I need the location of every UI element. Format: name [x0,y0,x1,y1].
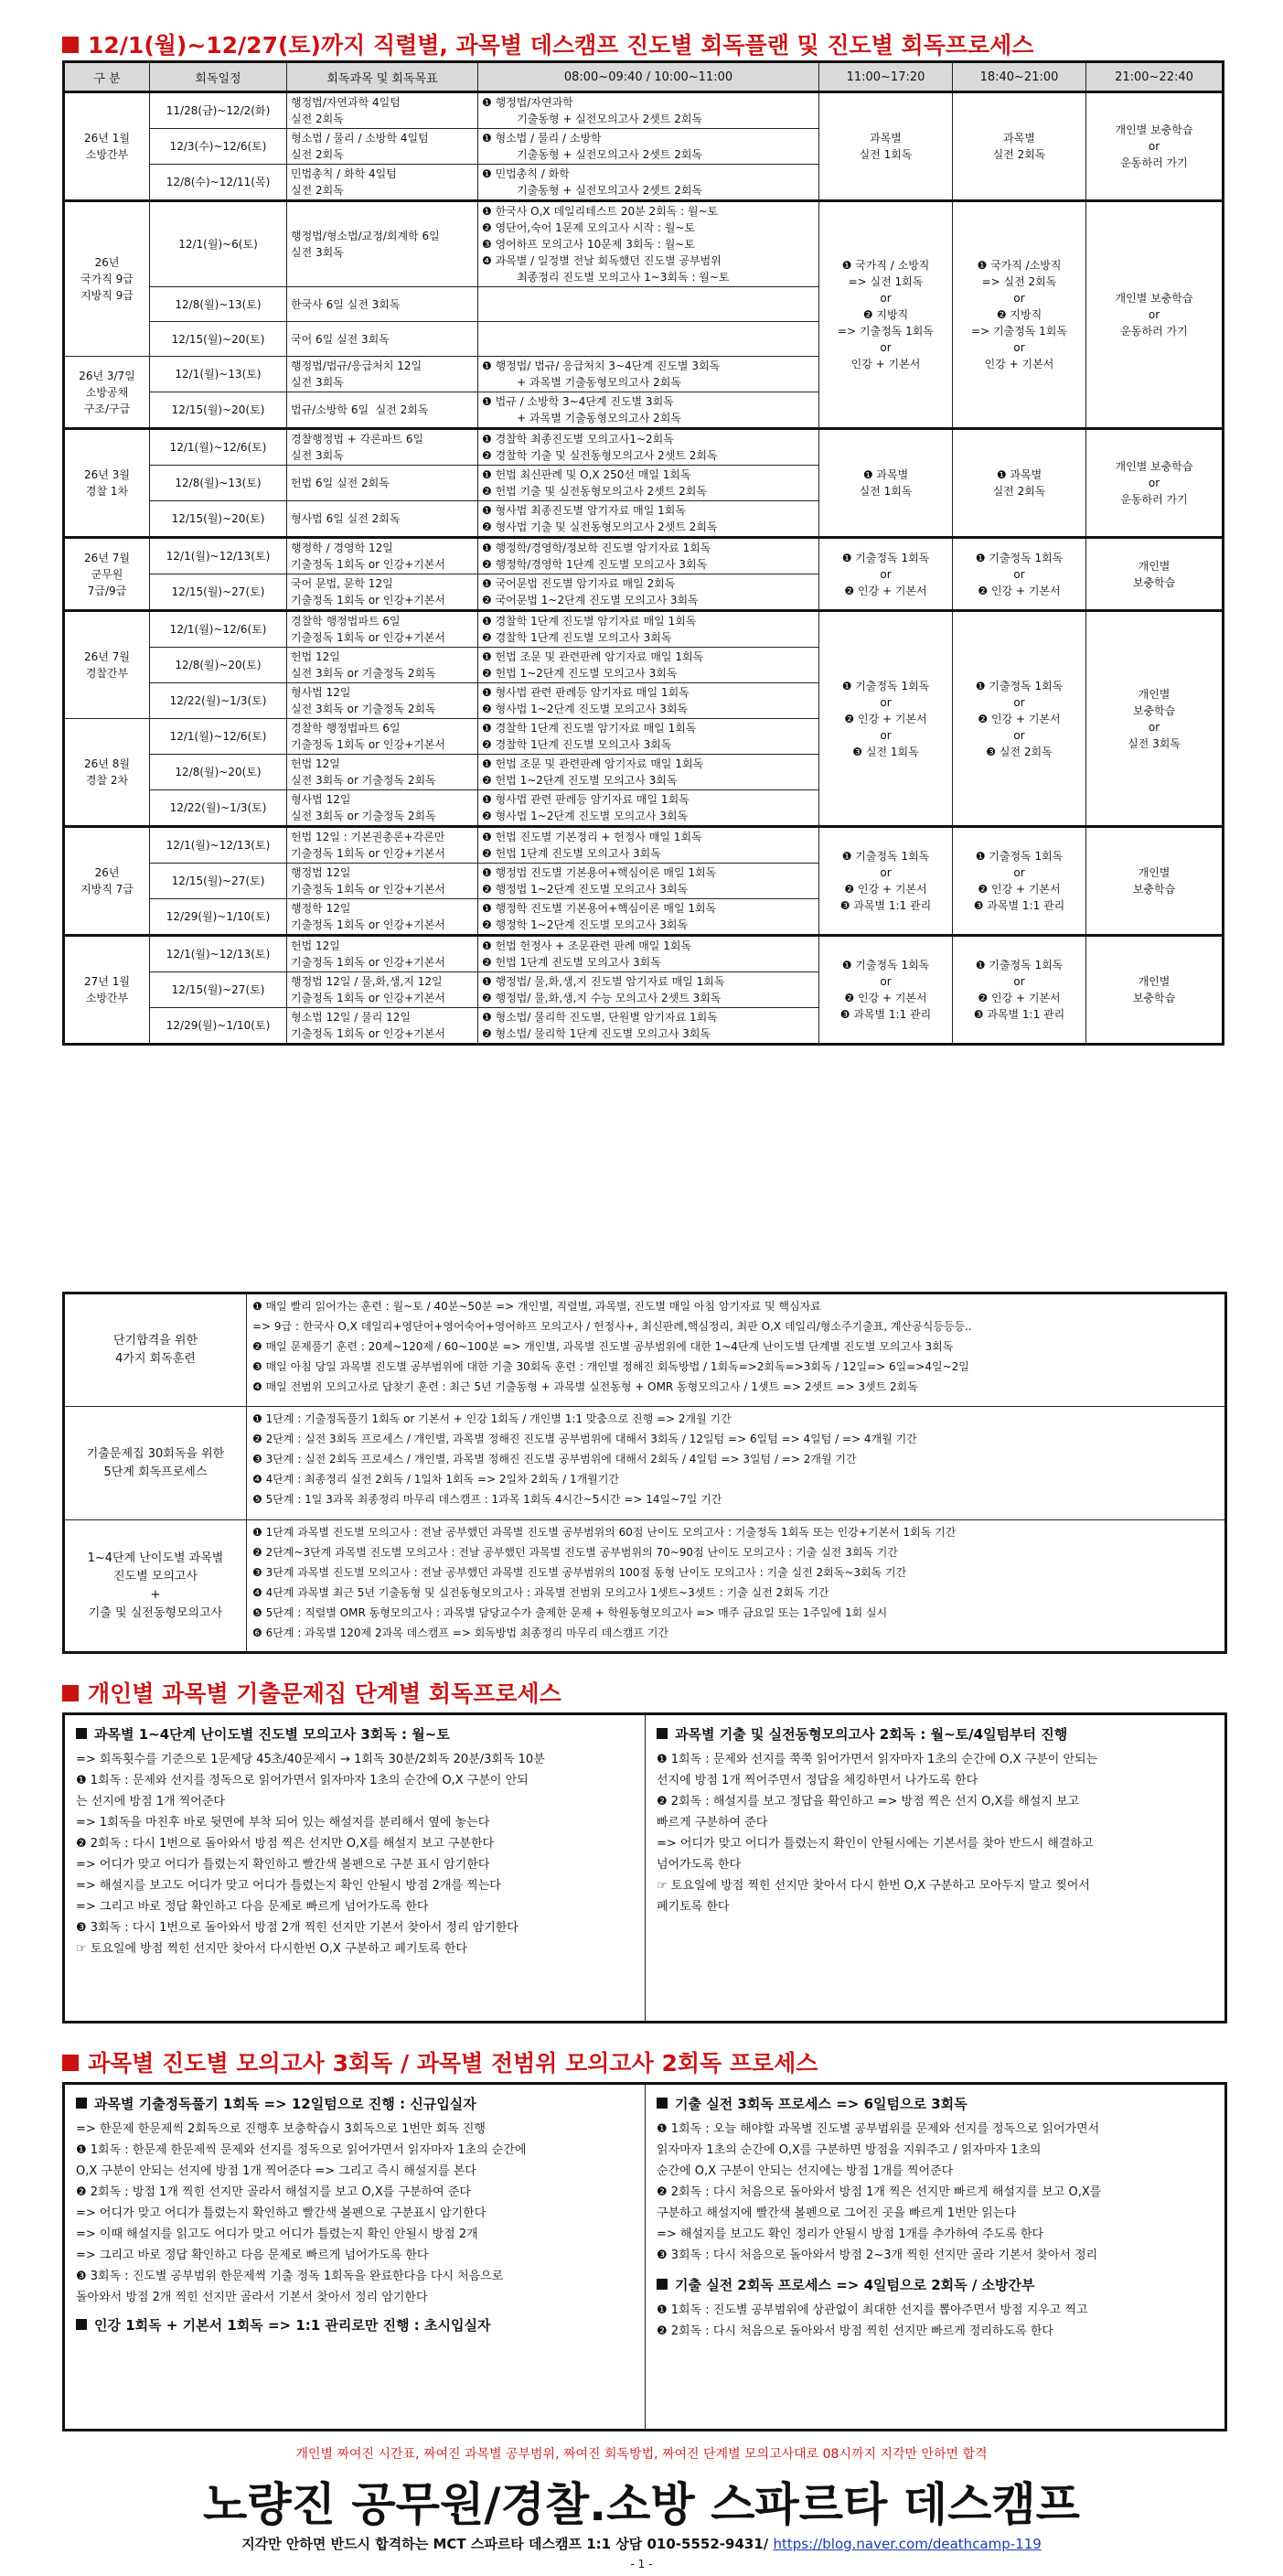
afternoon-task: 과목별 실전 1회독 [819,92,953,201]
morning-task: ❶ 행정학 진도별 기본용어+핵심이론 매일 1회독 ❷ 행정학 1~2단계 진도별 모의고사 3회독 [478,899,819,936]
strategy-label: 단기합격을 위한 4가지 회독훈련 [65,1294,247,1406]
header-afternoon: 11:00~17:20 [819,62,953,92]
schedule-date: 12/1(월)~6(토) [150,201,287,287]
evening-task: ❶ 국가직 /소방직 => 실전 2회독 or ❷ 지방직 => 기출정독 1회독 or 인강 + 기본서 [953,201,1086,429]
morning-task: ❶ 행정법/ 법규/ 응급처치 3~4단계 진도별 3회독 + 과목별 기출동형모의고사 2회독 [478,357,819,392]
blog-link[interactable]: https://blog.naver.com/deathcamp-119 [773,2536,1042,2552]
afternoon-task: ❶ 과목별 실전 1회독 [819,429,953,538]
process-box-2 [62,2082,1227,2431]
schedule-date: 12/1(월)~12/6(토) [150,429,287,466]
process-right-subtitle: 기출 실전 2회독 프로세스 => 4일텀으로 2회독 / 소방간부 [657,2275,1214,2296]
schedule-row [64,92,1224,129]
schedule-row [64,827,1224,864]
group-name: 26년 7월 군무원 7급/9급 [64,538,150,611]
subject-goal: 행정법/형소법/교정/회계학 6일 실전 3회독 [287,201,478,287]
subject-goal: 경찰학 행정법파트 6일 기출정독 1회독 or 인강+기본서 [287,611,478,648]
morning-task: ❶ 형사법 관련 판례등 암기자료 매일 1회독 ❷ 형사법 1~2단계 진도별 모의고사 3회독 [478,790,819,827]
process-left-title: 과목별 기출정독풀기 1회독 => 12일텀으로 진행 : 신규입실자 [76,2094,634,2115]
process-right-title: 과목별 기출 및 실전동형모의고사 2회독 : 월~토/4일텀부터 진행 [657,1724,1214,1745]
schedule-date: 12/1(월)~12/13(토) [150,538,287,574]
morning-task: ❶ 경찰학 1단계 진도별 암기자료 매일 1회독 ❷ 경찰학 1단계 진도별 모의고사 3회독 [478,719,819,755]
process-left: 과목별 기출정독풀기 1회독 => 12일텀으로 진행 : 신규입실자 => 한문제 한문제씩 2회독으로 진행후 보충학습시 3회독으로 1번만 회독 진행 ❶ 1회독 : 한문제 한문제씩 문제와 선지를 정독으로 읽어가면서 읽자마자 1초의 순간에 O,X 구분이 안되는 선지에 방점 1개 찍어준다 => 그리고 즉시 해설지를 본다 ❷ 2회독 : 방점 1개 찍힌 선지만 골라서 해설지를 보고 O,X를 구분하여 준다 => 어디가 맞고 어디가 틀렸는지 확인하고 빨간색 볼펜으로 구분표시 암기한다 => 이때 해설지를 읽고도 어디가 맞고 어디가 틀렸는지 확인 안될시 방점 2개 => 그리고 바로 정답 확인하고 다음 문제로 빠르게 넘어가도록 한다 ❸ 3회독 : 진도별 공부범위 한문제씩 기출 정독 1회독을 완료한다음 다시 처음으로 돌아와서 방점 2개 찍힌 선지만 골라서 기본서 찾아서 정리 암기한다 인강 1회독 + 기본서 1회독 => 1:1 관리로만 진행 : 초시입실자 [65,2085,645,2429]
schedule-date: 12/1(월)~12/13(토) [150,827,287,864]
black-square-icon [657,1728,668,1739]
morning-task: ❶ 법규 / 소방학 3~4단계 진도별 3회독 + 과목별 기출동형모의고사 2회독 [478,392,819,429]
night-task: 개인별 보충학습 [1086,827,1224,936]
group-name: 27년 1월 소방간부 [64,936,150,1045]
morning-task: ❶ 헌법 최신판례 및 O,X 250선 매일 1회독 ❷ 헌법 기출 및 실전동형모의고사 2셋트 2회독 [478,466,819,501]
process-left-title: 과목별 1~4단계 난이도별 진도별 모의고사 3회독 : 월~토 [76,1724,634,1745]
afternoon-task: ❶ 기출정독 1회독 or ❷ 인강 + 기본서 [819,538,953,611]
schedule-date: 12/15(월)~20(토) [150,392,287,429]
process-left-footer: 인강 1회독 + 기본서 1회독 => 1:1 관리로만 진행 : 초시입실자 [76,2315,634,2336]
evening-task: 과목별 실전 2회독 [953,92,1086,201]
strategy-box [62,1292,1227,1654]
night-task: 개인별 보충학습 or 운동하러 가기 [1086,92,1224,201]
evening-task: ❶ 과목별 실전 2회독 [953,429,1086,538]
group-name: 26년 7월 경찰간부 [64,611,150,719]
morning-task: ❶ 행정학/경영학/정보학 진도별 암기자료 1회독 ❷ 행정학/경영학 1단계 진도별 모의고사 3회독 [478,538,819,574]
black-square-icon [76,1728,87,1739]
schedule-date: 12/1(월)~12/6(토) [150,719,287,755]
header-category: 구 분 [64,62,150,92]
schedule-date: 12/29(월)~1/10(토) [150,1008,287,1045]
night-task: 개인별 보충학습 or 실전 3회독 [1086,611,1224,827]
section-title-2: 개인별 과목별 기출문제집 단계별 회독프로세스 [62,1676,561,1709]
schedule-date: 12/1(월)~12/6(토) [150,611,287,648]
morning-task: ❶ 헌법 조문 및 관련판례 암기자료 매일 1회독 ❷ 헌법 1~2단계 진도별 모의고사 3회독 [478,648,819,683]
schedule-date: 12/8(월)~20(토) [150,755,287,790]
schedule-date: 12/1(월)~13(토) [150,357,287,392]
subject-goal: 법규/소방학 6일 실전 2회독 [287,392,478,429]
subject-goal: 한국사 6일 실전 3회독 [287,287,478,322]
afternoon-task: ❶ 기출정독 1회독 or ❷ 인강 + 기본서 or ❸ 실전 1회독 [819,611,953,827]
black-square-icon [657,2279,668,2290]
footer-note: 개인별 짜여진 시간표, 짜여진 과목별 공부범위, 짜여진 회독방법, 짜여진 단계별 모의고사대로 08시까지 지각만 안하면 합격 [295,2447,988,2462]
morning-task: ❶ 행정법/자연과학 기출동형 + 실전모의고사 2셋트 2회독 [478,92,819,129]
group-name: 26년 국가직 9급 지방직 9급 [64,201,150,357]
morning-task: ❶ 헌법 헌정사 + 조문관련 판례 매일 1회독 ❷ 헌법 1단계 진도별 모의고사 3회독 [478,936,819,972]
header-subject-goal: 회독과목 및 회독목표 [287,62,478,92]
night-task: 개인별 보충학습 or 운동하러 가기 [1086,429,1224,538]
contact-text: 지각만 안하면 반드시 합격하는 MCT 스파르타 데스캠프 1:1 상담 010-5552-9431/ [241,2536,769,2552]
red-square-icon [62,2055,79,2071]
subject-goal: 헌법 12일 실전 3회독 or 기출정독 2회독 [287,755,478,790]
subject-goal: 형사법 6일 실전 2회독 [287,501,478,538]
strategy-lines: ❶ 1단계 과목별 진도별 모의고사 : 전날 공부했던 과목별 진도별 공부범위의 60점 난이도 모의고사 : 기출정독 1회독 또는 인강+기본서 1회독 기간 ❷ 2단계~3단계 과목별 진도별 모의고사 : 전날 공부했던 과목별 진도별 공부범위의 70~90점 난이도 모의고사 : 기출 실전 3회독 기간 ❸ 3단계 과목별 진도별 모의고사 : 전날 공부했던 과목별 진도별 공부범위의 100점 동형 난이도 모의고사 : 기출 실전 2회독~3회독 기간 ❹ 4단계 과목별 최근 5년 기출동형 및 실전동형모의고사 : 과목별 전범위 모의고사 1셋트~3셋트 : 기출 실전 2회독 기간 ❺ 5단계 : 직렬별 OMR 동형모의고사 : 과목별 담당교수가 출제한 문제 + 학원동형모의고사 => 매주 금요일 또는 1주일에 1회 실시 ❻ 6단계 : 과목별 120제 2과목 데스캠프 => 회독방법 최종정리 마무리 데스캠프 기간 [252,1526,957,1639]
header-night: 21:00~22:40 [1086,62,1224,92]
morning-task: ❶ 형소법 / 물리 / 소방학 기출동형 + 실전모의고사 2셋트 2회독 [478,129,819,165]
schedule-date: 12/15(월)~27(토) [150,864,287,899]
subject-goal: 민법총칙 / 화학 4일텀 실전 2회독 [287,165,478,201]
morning-task: ❶ 경찰학 1단계 진도별 암기자료 매일 1회독 ❷ 경찰학 1단계 진도별 모의고사 3회독 [478,611,819,648]
morning-task: ❶ 국어문법 진도별 암기자료 매일 2회독 ❷ 국어문법 1~2단계 진도별 모의고사 3회독 [478,574,819,611]
schedule-date: 11/28(금)~12/2(화) [150,92,287,129]
evening-task: ❶ 기출정독 1회독 or ❷ 인강 + 기본서 ❸ 과목별 1:1 관리 [953,827,1086,936]
night-task: 개인별 보충학습 or 운동하러 가기 [1086,201,1224,429]
morning-task: ❶ 민법총칙 / 화학 기출동형 + 실전모의고사 2셋트 2회독 [478,165,819,201]
process-right: 기출 실전 3회독 프로세스 => 6일텀으로 3회독 ❶ 1회독 : 오늘 해야할 과목별 진도별 공부범위를 문제와 선지를 정독으로 읽어가면서 읽자마자 1초의 순간에 O,X를 구분하면 방점을 지워주고 / 읽자마자 1초의 순간에 O,X 구분이 안되는 선지에는 방점 1개를 찍어준다 ❷ 2회독 : 다시 처음으로 돌아와서 방점 1개 찍은 선지만 빠르게 해설지를 보고 O,X를 구분하고 해설지에 빨간색 볼펜으로 그어진 곳을 빠르게 1번만 읽는다 => 해설지를 보고도 확인 정리가 안될시 방점 1개를 추가하여 주도록 한다 ❸ 3회독 : 다시 처음으로 돌아와서 방점 2~3개 찍힌 선지만 골라 기본서 찾아서 정리 기출 실전 2회독 프로세스 => 4일텀으로 2회독 / 소방간부 ❶ 1회독 : 진도별 공부범위에 상관없이 최대한 선지를 뽑아주면서 방점 지우고 찍고 ❷ 2회독 : 다시 처음으로 돌아와서 방점 찍힌 선지만 빠르게 정리하도록 한다 [645,2085,1224,2429]
schedule-date: 12/8(월)~20(토) [150,648,287,683]
subject-goal: 행정법 12일 / 물,화,생,지 12일 기출정독 1회독 or 인강+기본서 [287,972,478,1008]
schedule-row [64,429,1224,466]
strategy-row [65,1520,1224,1651]
morning-task: ❶ 한국사 O,X 데일리테스트 20분 2회독 : 월~토 ❷ 영단어,숙어 1문제 모의고사 시작 : 월~토 ❸ 영어하프 모의고사 10문제 3회독 : 월~토 ❹ 과목별 / 일정별 전날 회독했던 진도별 공부범위 최종정리 진도별 모의고사 1~3회독 : 월~토 [478,201,819,287]
section-title-3: 과목별 진도별 모의고사 3회독 / 과목별 전범위 모의고사 2회독 프로세스 [62,2045,818,2078]
schedule-date: 12/3(수)~12/6(토) [150,129,287,165]
subject-goal: 행정법 12일 기출정독 1회독 or 인강+기본서 [287,864,478,899]
subject-goal: 국어 6일 실전 3회독 [287,322,478,357]
contact-line [0,2534,1283,2553]
schedule-body [64,92,1224,1045]
subject-goal: 형소법 / 물리 / 소방학 4일텀 실전 2회독 [287,129,478,165]
subject-goal: 행정학 / 경영학 12일 기출정독 1회독 or 인강+기본서 [287,538,478,574]
schedule-date: 12/8(월)~13(토) [150,287,287,322]
process-right: 과목별 기출 및 실전동형모의고사 2회독 : 월~토/4일텀부터 진행 ❶ 1회독 : 문제와 선지를 쭉쭉 읽어가면서 읽자마자 1초의 순간에 O,X 구분이 안되는 선지에 방점 1개 찍어주면서 정답을 체킹하면서 나가도록 한다 ❷ 2회독 : 해설지를 보고 정답을 확인하고 => 방점 찍은 선지 O,X를 해설지 보고 빠르게 구분하여 준다 => 어디가 맞고 어디가 틀렸는지 확인이 안될시에는 기본서를 찾아 반드시 해결하고 넘어가도록 한다 ☞ 토요일에 방점 찍힌 선지만 찾아서 다시 한번 O,X 구분하고 모아두지 말고 찢어서 폐기토록 한다 [645,1715,1224,2021]
strategy-label: 1~4단계 난이도별 과목별 진도별 모의고사 + 기출 및 실전동형모의고사 [65,1520,247,1651]
subject-goal: 형사법 12일 실전 3회독 or 기출정독 2회독 [287,790,478,827]
strategy-row [65,1407,1224,1520]
night-task: 개인별 보충학습 [1086,538,1224,611]
subject-goal: 행정법/법규/응급처치 12일 실전 3회독 [287,357,478,392]
black-square-icon [76,2098,87,2109]
black-square-icon [657,2098,668,2109]
header-evening: 18:40~21:00 [953,62,1086,92]
afternoon-task: ❶ 기출정독 1회독 or ❷ 인강 + 기본서 ❸ 과목별 1:1 관리 [819,827,953,936]
morning-task [478,287,819,322]
schedule-date: 12/8(월)~13(토) [150,466,287,501]
subject-goal: 경찰학 행정법파트 6일 기출정독 1회독 or 인강+기본서 [287,719,478,755]
schedule-date: 12/15(월)~20(토) [150,322,287,357]
group-name: 26년 3월 경찰 1차 [64,429,150,538]
morning-task: ❶ 형사법 관련 판례등 암기자료 매일 1회독 ❷ 형사법 1~2단계 진도별 모의고사 3회독 [478,683,819,719]
subject-goal: 헌법 12일 기출정독 1회독 or 인강+기본서 [287,936,478,972]
process-left: 과목별 1~4단계 난이도별 진도별 모의고사 3회독 : 월~토 => 회독횟수를 기준으로 1문제당 45초/40문제시 → 1회독 30분/2회독 20분/3회독 10분 ❶ 1회독 : 문제와 선지를 정독으로 읽어가면서 읽자마자 1초의 순간에 O,X 구분이 안되 는 선지에 방점 1개 찍어준다 => 1회독을 마친후 바로 뒷면에 부착 되어 있는 해설지를 분리해서 옆에 놓는다 ❷ 2회독 : 다시 1번으로 돌아와서 방점 찍은 선지만 O,X를 해설지 보고 구분한다 => 어디가 맞고 어디가 틀렸는지 확인하고 빨간색 볼펜으로 구분 표시 암기한다 => 해설지를 보고도 어디가 맞고 어디가 틀렸는지 확인 안될시 방점 2개를 찍는다 => 그리고 바로 정답 확인하고 다음 문제로 빠르게 넘어가도록 한다 ❸ 3회독 : 다시 1번으로 돌아와서 방점 2개 찍힌 선지만 기본서 찾아서 정리 암기한다 ☞ 토요일에 방점 찍힌 선지만 찾아서 다시한번 O,X 구분하고 폐기토록 한다 [65,1715,645,2021]
subject-goal: 경찰행정법 + 각론파트 6일 실전 3회독 [287,429,478,466]
night-task: 개인별 보충학습 [1086,936,1224,1045]
subject-goal: 국어 문법, 문학 12일 기출정독 1회독 or 인강+기본서 [287,574,478,611]
strategy-label: 기출문제집 30회독을 위한 5단계 회독프로세스 [65,1407,247,1519]
afternoon-task: ❶ 국가직 / 소방직 => 실전 1회독 or ❷ 지방직 => 기출정독 1회독 or 인강 + 기본서 [819,201,953,429]
morning-task: ❶ 경찰학 최종진도별 모의고사1~2회독 ❷ 경찰학 기출 및 실전동형모의고사 2셋트 2회독 [478,429,819,466]
morning-task [478,322,819,357]
strategy-lines: ❶ 1단계 : 기출정독풀기 1회독 or 기본서 + 인강 1회독 / 개인별 1:1 맞춤으로 진행 => 2개월 기간 ❷ 2단계 : 실전 3회독 프로세스 / 개인별, 과목별 정해진 진도별 공부범위에 대해서 3회독 / 12일텀 => 6일텀 => 4일텀 / => 4개월 기간 ❸ 3단계 : 실전 2회독 프로세스 / 개인별, 과목별 정해진 진도별 공부범위에 대해서 2회독 / 4일텀 => 3일텀 / => 2개월 기간 ❹ 4단계 : 최종정리 실전 2회독 / 1일차 1회독 => 2일차 2회독 / 1개월기간 ❺ 5단계 : 1일 3과목 최종정리 마무리 데스캠프 : 1과목 1회독 4시간~5시간 => 14일~7일 기간 [252,1412,917,1506]
red-square-icon [62,1685,79,1701]
schedule-header-row [64,62,1224,92]
group-name: 26년 3/7일 소방공채 구조/구급 [64,357,150,429]
black-square-icon [76,2319,87,2330]
schedule-date: 12/1(월)~12/13(토) [150,936,287,972]
subject-goal: 형사법 12일 실전 3회독 or 기출정독 2회독 [287,683,478,719]
schedule-row [64,611,1224,648]
schedule-date: 12/22(월)~1/3(토) [150,683,287,719]
subject-goal: 헌법 12일 : 기본권총론+각론만 기출정독 1회독 or 인강+기본서 [287,827,478,864]
morning-task: ❶ 형소법/ 물리학 진도별, 단원별 암기자료 1회독 ❷ 형소법/ 물리학 1단계 진도별 모의고사 3회독 [478,1008,819,1045]
header-morning: 08:00~09:40 / 10:00~11:00 [478,62,819,92]
subject-goal: 행정법/자연과학 4일텀 실전 2회독 [287,92,478,129]
schedule-date: 12/15(월)~27(토) [150,972,287,1008]
brand-title: 노량진 공무원/경찰.소방 스파르타 데스캠프 [203,2478,1080,2531]
morning-task: ❶ 헌법 조문 및 관련판례 암기자료 매일 1회독 ❷ 헌법 1~2단계 진도별 모의고사 3회독 [478,755,819,790]
schedule-date: 12/15(월)~27(토) [150,574,287,611]
evening-task: ❶ 기출정독 1회독 or ❷ 인강 + 기본서 ❸ 과목별 1:1 관리 [953,936,1086,1045]
schedule-date: 12/8(수)~12/11(목) [150,165,287,201]
group-name: 26년 8월 경찰 2차 [64,719,150,827]
afternoon-task: ❶ 기출정독 1회독 or ❷ 인강 + 기본서 ❸ 과목별 1:1 관리 [819,936,953,1045]
morning-task: ❶ 헌법 진도별 기본정리 + 헌정사 매일 1회독 ❷ 헌법 1단계 진도별 모의고사 3회독 [478,827,819,864]
schedule-row [64,201,1224,287]
morning-task: ❶ 행정법 진도별 기본용어+핵심이론 매일 1회독 ❷ 행정법 1~2단계 진도별 모의고사 3회독 [478,864,819,899]
subject-goal: 형소법 12일 / 물리 12일 기출정독 1회독 or 인강+기본서 [287,1008,478,1045]
header-schedule: 회독일정 [150,62,287,92]
red-square-icon [62,37,79,53]
subject-goal: 행정학 12일 기출정독 1회독 or 인강+기본서 [287,899,478,936]
evening-task: ❶ 기출정독 1회독 or ❷ 인강 + 기본서 [953,538,1086,611]
process-right-title: 기출 실전 3회독 프로세스 => 6일텀으로 3회독 [657,2094,1214,2115]
process-box-1 [62,1712,1227,2023]
page-number: - 1 - [630,2558,653,2571]
strategy-lines: ❶ 매일 빨리 읽어가는 훈련 : 월~토 / 40분~50분 => 개인별, 직렬별, 과목별, 진도별 매일 아침 암기자료 및 핵심자료 => 9급 : 한국사 O,X 데일리+영단어+영어숙어+영어하프 모의고사 / 헌정사+, 최신판례,핵심정리, 최판 O,X 데일리/형소주기출표, 계산공식등등등.. ❷ 매일 문제풀기 훈련 : 20제~120제 / 60~100분 => 개인별, 과목별 진도별 공부범위에 대한 1~4단계 난이도별 단계별 진도별 모의고사 3회독 ❸ 매일 아침 당일 과목별 진도별 공부범위에 대한 기출 30회독 훈련 : 개인별 정해진 회독방법 / 1회독=>2회독=>3회독 / 12일=> 6일=>4일~2일 ❹ 매일 전범위 모의고사로 답찾기 훈련 : 최근 5년 기출동형 + 과목별 실전동형 + OMR 동형모의고사 / 1셋트 => 2셋트 => 3셋트 2회독 [252,1300,972,1393]
evening-task: ❶ 기출정독 1회독 or ❷ 인강 + 기본서 or ❸ 실전 2회독 [953,611,1086,827]
strategy-row [65,1294,1224,1407]
group-name: 26년 1월 소방간부 [64,92,150,201]
subject-goal: 헌법 6일 실전 2회독 [287,466,478,501]
schedule-date: 12/29(월)~1/10(토) [150,899,287,936]
schedule-date: 12/15(월)~20(토) [150,501,287,538]
schedule-table [62,60,1224,1046]
group-name: 26년 지방직 7급 [64,827,150,936]
page-title: 12/1(월)~12/27(토)까지 직렬별, 과목별 데스캠프 진도별 회독플랜 및 진도별 회독프로세스 [62,27,1033,60]
schedule-date: 12/22(월)~1/3(토) [150,790,287,827]
schedule-row [64,538,1224,574]
morning-task: ❶ 행정법/ 물,화,생,지 진도별 암기자료 매일 1회독 ❷ 행정법/ 물,화,생,지 수능 모의고사 2셋트 3회독 [478,972,819,1008]
morning-task: ❶ 형사법 최종진도별 암기자료 매일 1회독 ❷ 형사법 기출 및 실전동형모의고사 2셋트 2회독 [478,501,819,538]
subject-goal: 헌법 12일 실전 3회독 or 기출정독 2회독 [287,648,478,683]
schedule-row [64,936,1224,972]
